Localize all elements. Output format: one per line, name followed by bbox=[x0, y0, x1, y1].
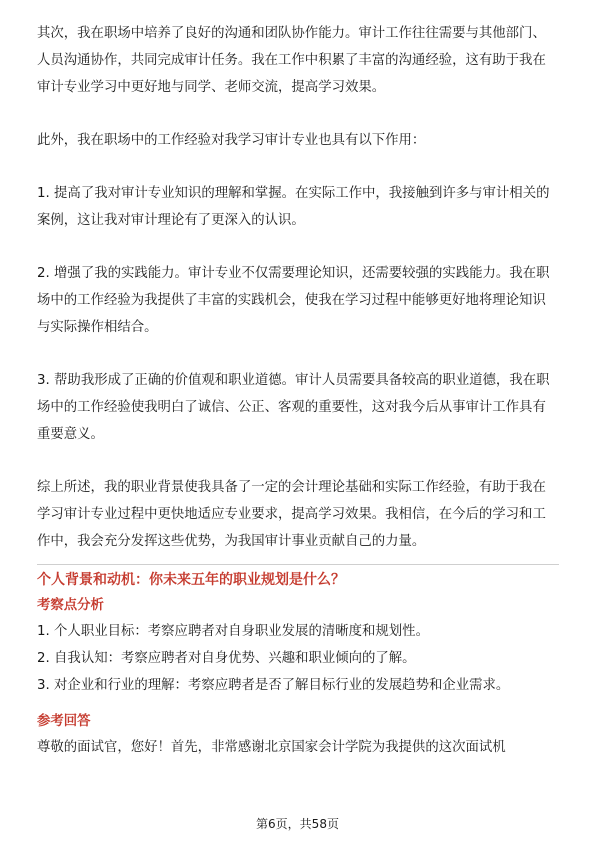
paragraph-intro-effects: 此外，我在职场中的工作经验对我学习审计专业也具有以下作用： bbox=[37, 133, 426, 148]
question-title: 个人背景和动机：你未来五年的职业规划是什么？ bbox=[37, 572, 345, 588]
paragraph-summary: 综上所述，我的职业背景使我具备了一定的会计理论基础和实际工作经验，有助于我在学习审计专业过程中更快地适应专业要求，提高学习效果。我相信，在今后的学习和工作中，我会充分发挥这些优势，为我国审计事业贡献自己的力量。 bbox=[37, 480, 546, 549]
document-page bbox=[37, 20, 559, 761]
analysis-point: 3. 对企业和行业的理解：考察应聘者是否了解目标行业的发展趋势和企业需求。 bbox=[37, 678, 510, 693]
page-footer: 第6页，共58页 bbox=[256, 817, 339, 831]
paragraph-effect-1: 1. 提高了我对审计专业知识的理解和掌握。在实际工作中，我接触到许多与审计相关的案例，这让我对审计理论有了更深入的认识。 bbox=[37, 186, 550, 228]
analysis-heading: 考察点分析 bbox=[37, 598, 104, 613]
paragraph-communication: 其次，我在职场中培养了良好的沟通和团队协作能力。审计工作往往需要与其他部门、人员沟通协作，共同完成审计任务。我在工作中积累了丰富的沟通经验，这有助于我在审计专业学习中更好地与同学、老师交流，提高学习效果。 bbox=[37, 26, 546, 95]
answer-text: 尊敬的面试官，您好！首先，非常感谢北京国家会计学院为我提供的这次面试机 bbox=[37, 740, 506, 755]
paragraph-effect-3: 3. 帮助我形成了正确的价值观和职业道德。审计人员需要具备较高的职业道德，我在职场中的工作经验使我明白了诚信、公正、客观的重要性，这对我今后从事审计工作具有重要意义。 bbox=[37, 373, 550, 442]
section-divider bbox=[37, 564, 559, 565]
answer-heading: 参考回答 bbox=[37, 714, 91, 729]
paragraph-effect-2: 2. 增强了我的实践能力。审计专业不仅需要理论知识，还需要较强的实践能力。我在职场中的工作经验为我提供了丰富的实践机会，使我在学习过程中能够更好地将理论知识与实际操作相结合。 bbox=[37, 266, 550, 335]
analysis-point: 1. 个人职业目标：考察应聘者对自身职业发展的清晰度和规划性。 bbox=[37, 624, 429, 639]
analysis-point: 2. 自我认知：考察应聘者对自身优势、兴趣和职业倾向的了解。 bbox=[37, 651, 416, 666]
